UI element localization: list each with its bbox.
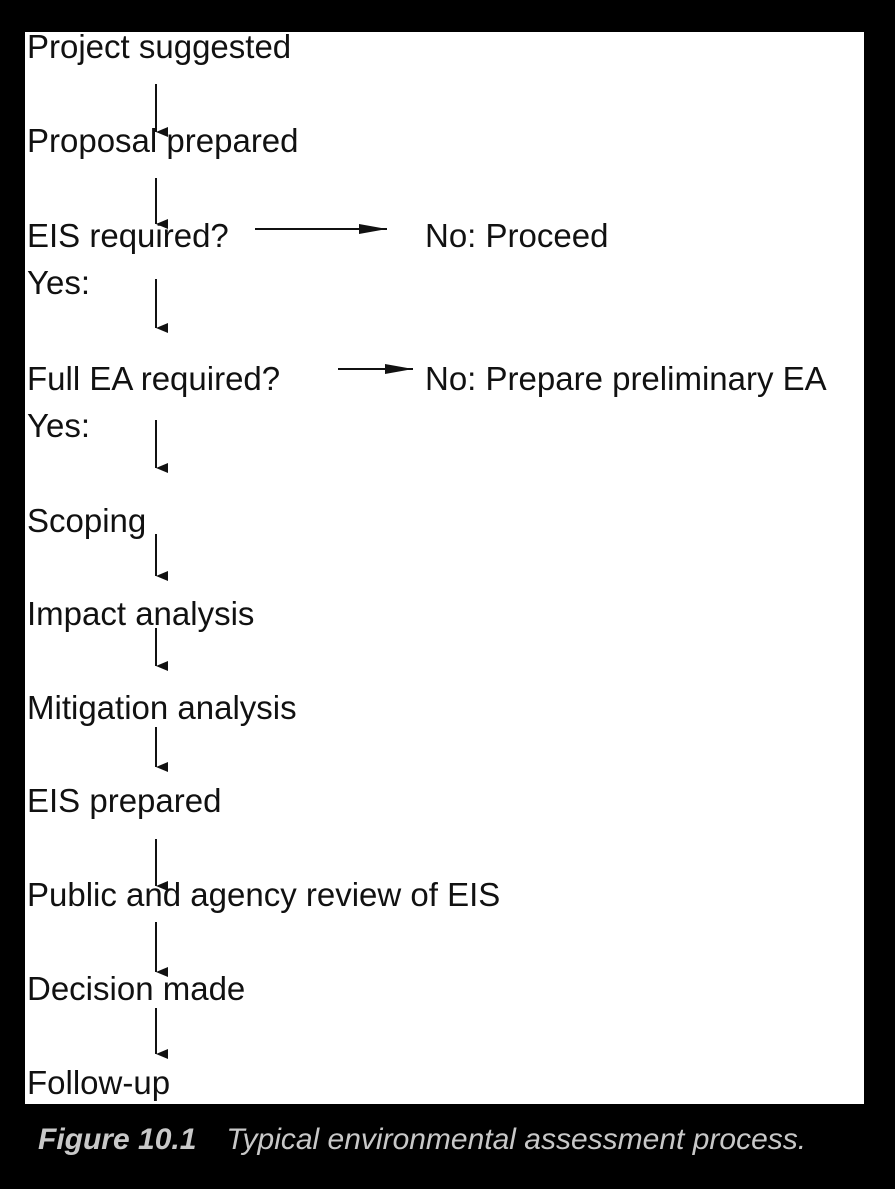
label-yes-2: Yes: [27, 407, 91, 444]
figure-number: Figure 10.1 [38, 1123, 197, 1156]
step-mitigation-analysis: Mitigation analysis [27, 689, 297, 726]
step-full-ea-required: Full EA required? [27, 360, 281, 397]
step-decision-made: Decision made [27, 970, 246, 1007]
step-eis-required: EIS required? [27, 217, 229, 254]
step-scoping: Scoping [27, 502, 147, 539]
step-project-suggested: Project suggested [27, 28, 292, 65]
branch-no-preliminary-ea: No: Prepare preliminary EA [425, 360, 827, 397]
branch-no-proceed: No: Proceed [425, 217, 609, 254]
step-follow-up: Follow-up [27, 1064, 171, 1101]
step-eis-prepared: EIS prepared [27, 782, 222, 819]
flow-arrows [25, 32, 864, 1104]
figure-caption [38, 1120, 806, 1160]
label-yes-1: Yes: [27, 264, 91, 301]
figure-caption-text: Typical environmental assessment process. [226, 1123, 807, 1156]
step-impact-analysis: Impact analysis [27, 595, 255, 632]
step-proposal-prepared: Proposal prepared [27, 122, 299, 159]
flowchart-panel [25, 28, 864, 1104]
step-public-review: Public and agency review of EIS [27, 876, 501, 913]
